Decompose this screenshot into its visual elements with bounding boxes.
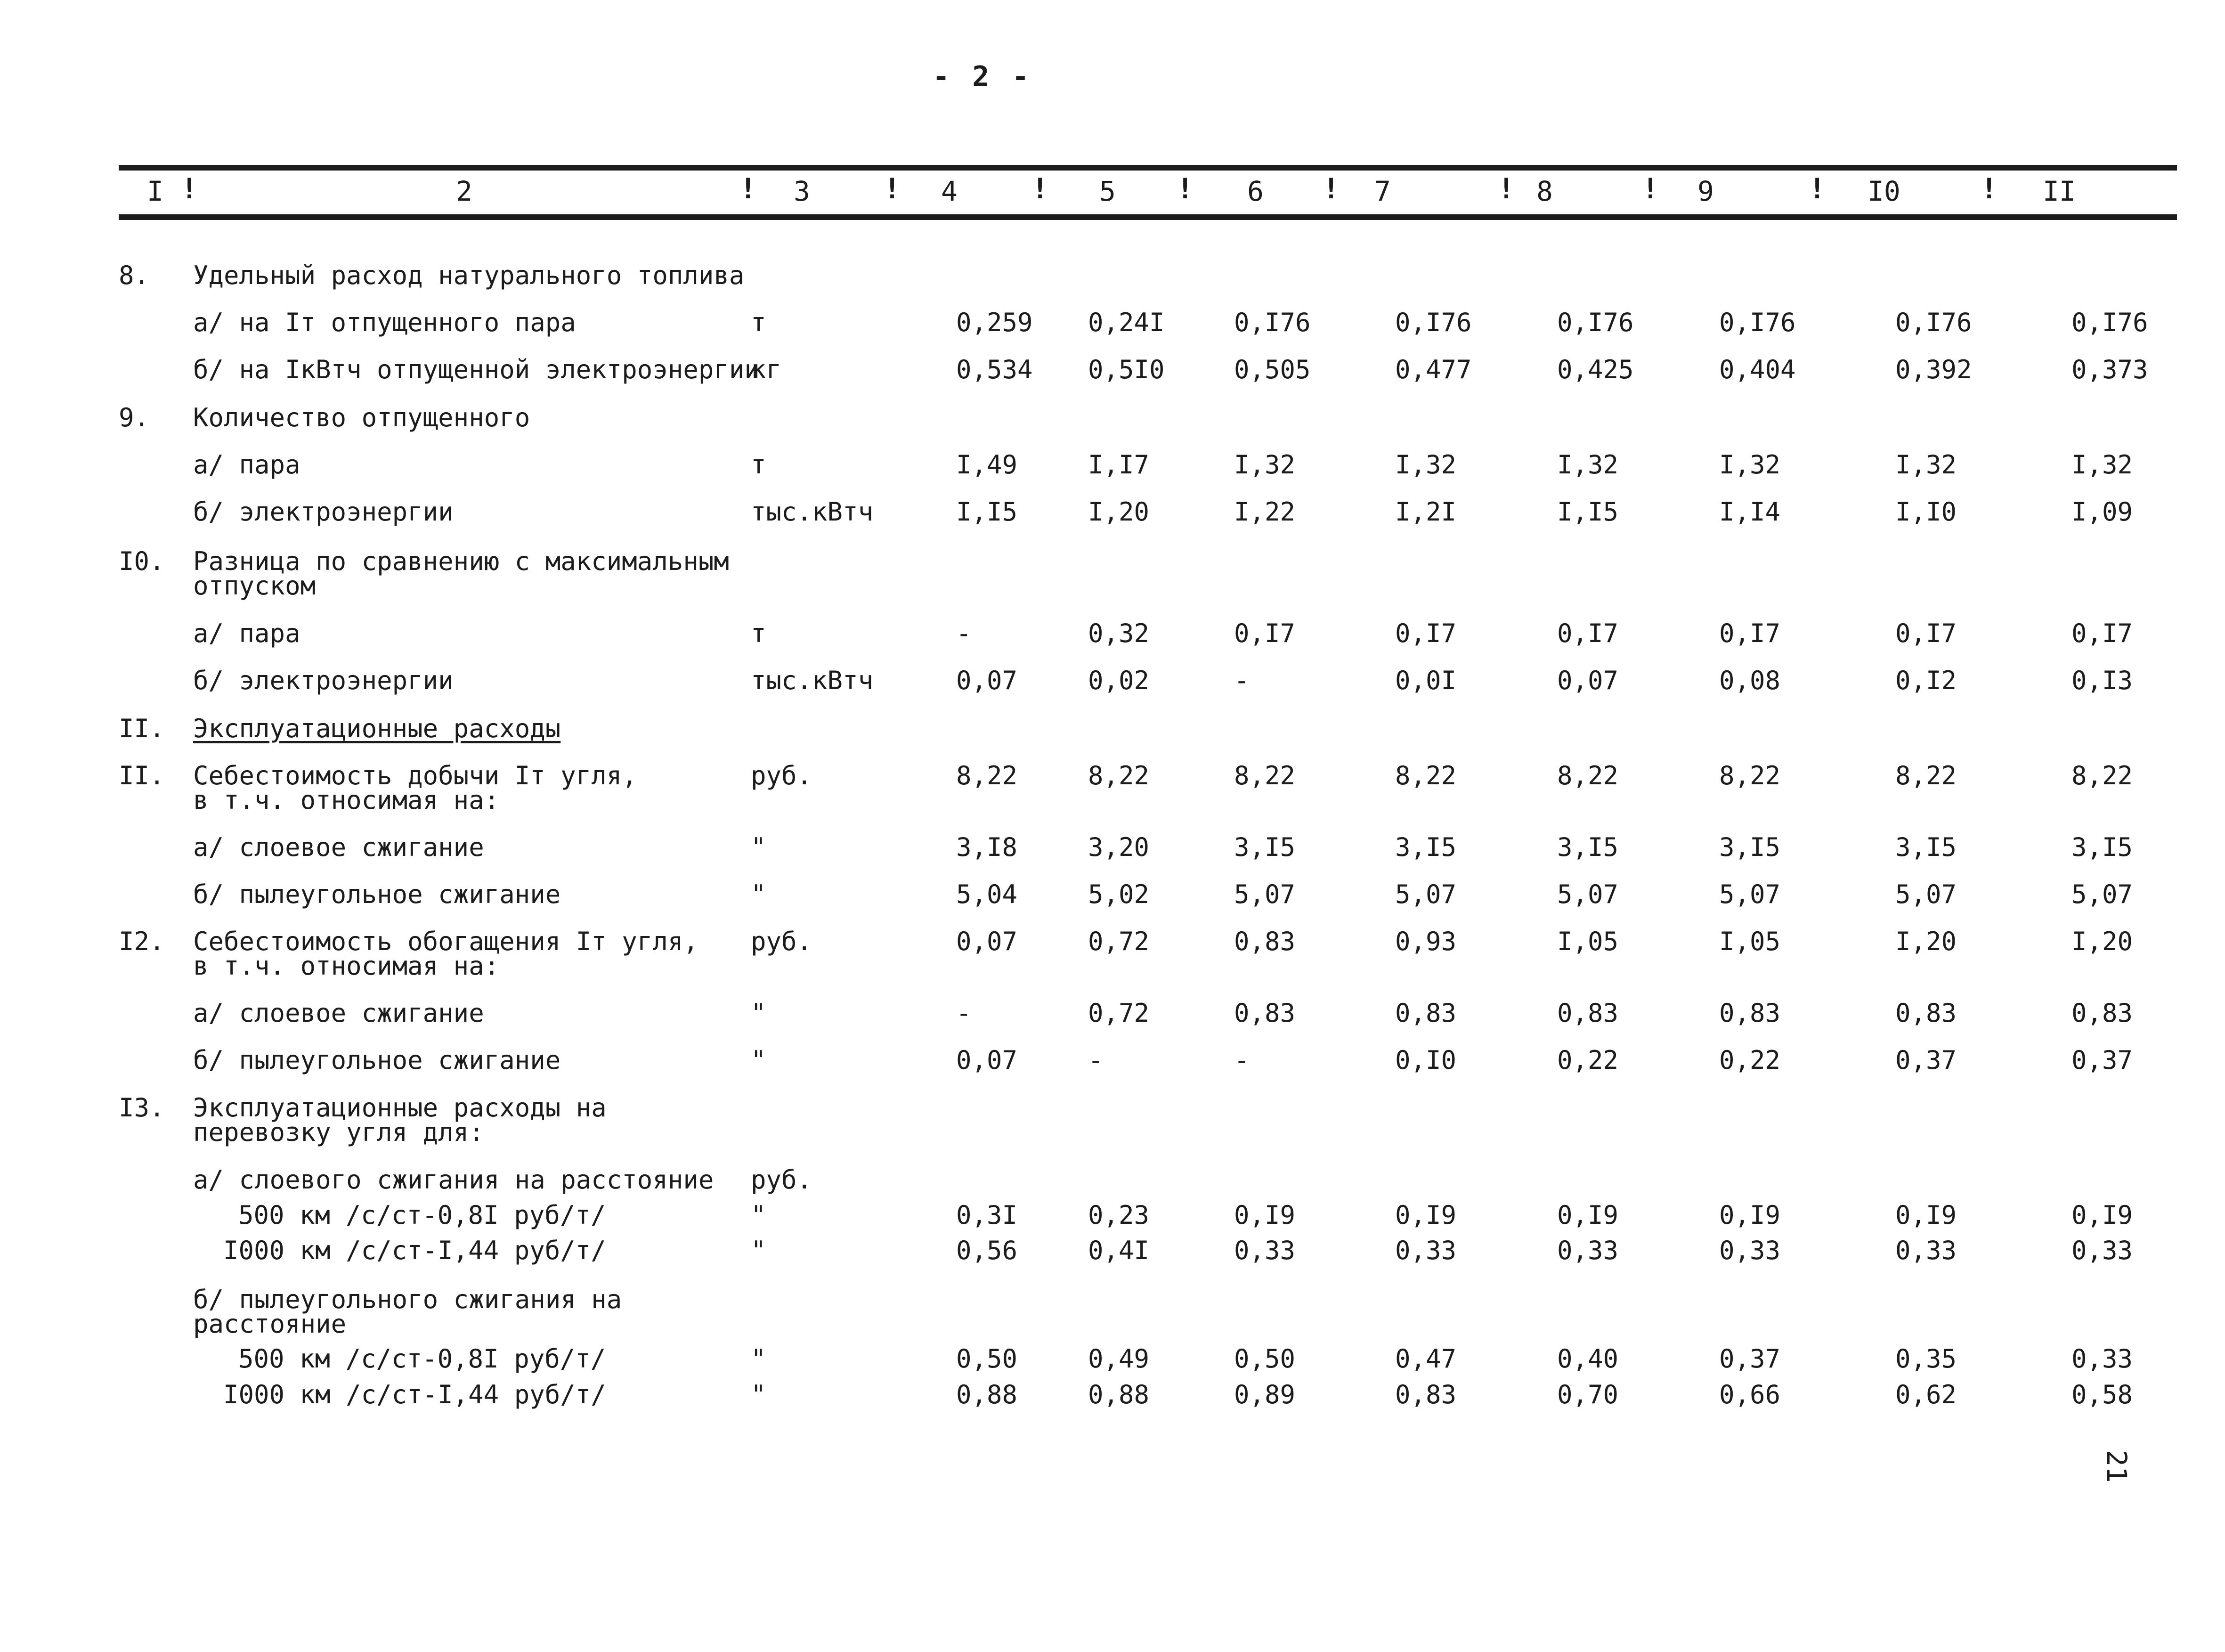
row-value-col-8: 0,40 (1557, 1344, 1619, 1374)
row-label: Себестоимость обогащения Iт угля, (193, 927, 698, 956)
header-col-9: 9 (1697, 175, 1714, 207)
row-number: I0. (119, 546, 165, 576)
row-value-col-10: I,32 (1895, 450, 1957, 480)
row-value-col-11: 0,37 (2071, 1045, 2133, 1075)
row-value-col-6: 0,I7 (1234, 618, 1296, 648)
row-value-col-6: 0,89 (1234, 1380, 1296, 1409)
row-value-col-6: 0,I76 (1234, 308, 1311, 337)
row-value-col-11: 0,33 (2071, 1344, 2133, 1374)
row-number: I3. (119, 1093, 165, 1123)
row-value-col-8: 0,I7 (1557, 618, 1619, 648)
header-col-5: 5 (1099, 175, 1116, 207)
row-value-col-11: 0,83 (2071, 998, 2133, 1028)
row-value-col-8: I,I5 (1557, 497, 1619, 527)
row-label: а/ на Iт отпущенного пара (193, 308, 576, 337)
row-unit: тыс.кВтч (751, 666, 874, 695)
row-value-col-4: 3,I8 (956, 832, 1018, 862)
row-value-col-4: 0,3I (956, 1200, 1018, 1230)
row-unit: " (751, 879, 766, 909)
row-value-col-8: 0,I76 (1557, 308, 1634, 337)
row-unit: т (751, 450, 766, 480)
row-value-col-5: 8,22 (1088, 761, 1150, 790)
row-value-col-10: 0,83 (1895, 998, 1957, 1028)
row-unit: т (751, 308, 766, 337)
row-value-col-8: 3,I5 (1557, 832, 1619, 862)
row-value-col-5: 0,23 (1088, 1200, 1150, 1230)
row-value-col-7: 0,I76 (1395, 308, 1472, 337)
row-value-col-11: I,20 (2071, 927, 2133, 956)
row-value-col-5: 0,02 (1088, 666, 1150, 695)
row-value-col-5: 0,88 (1088, 1380, 1150, 1409)
row-label: I000 км /с/ст-I,44 руб/т/ (223, 1380, 606, 1409)
row-value-col-11: 0,373 (2071, 355, 2148, 384)
row-value-col-9: 5,07 (1719, 879, 1781, 909)
row-value-col-9: I,32 (1719, 450, 1781, 480)
row-value-col-5: 0,49 (1088, 1344, 1150, 1374)
row-value-col-10: 0,37 (1895, 1045, 1957, 1075)
row-value-col-8: 0,83 (1557, 998, 1619, 1028)
row-value-col-7: 0,83 (1395, 1380, 1457, 1409)
row-number: 8. (119, 260, 150, 290)
row-value-col-4: - (956, 998, 972, 1028)
row-value-col-4: 0,88 (956, 1380, 1018, 1409)
row-number: II. (119, 761, 165, 790)
row-label: 500 км /с/ст-0,8I руб/т/ (238, 1344, 606, 1374)
row-value-col-7: 0,I7 (1395, 618, 1457, 648)
row-label: б/ пылеугольного сжигания на (193, 1285, 622, 1314)
row-label: а/ пара (193, 618, 300, 648)
header-separator: ! (1642, 172, 1659, 205)
header-col-8: 8 (1536, 175, 1553, 207)
row-value-col-10: 0,33 (1895, 1236, 1957, 1265)
row-unit: руб. (751, 761, 812, 790)
row-value-col-11: I,32 (2071, 450, 2133, 480)
row-value-col-7: I,2I (1395, 497, 1457, 527)
row-value-col-6: 8,22 (1234, 761, 1296, 790)
row-value-col-9: 0,66 (1719, 1380, 1781, 1409)
row-value-col-9: 0,33 (1719, 1236, 1781, 1265)
row-value-col-7: 3,I5 (1395, 832, 1457, 862)
row-label: б/ электроэнергии (193, 497, 454, 527)
header-separator: ! (884, 172, 901, 205)
row-label-continuation: перевозку угля для: (193, 1117, 484, 1147)
row-unit: кг (751, 355, 782, 384)
row-value-col-5: 0,72 (1088, 927, 1150, 956)
row-value-col-6: - (1234, 1045, 1250, 1075)
row-value-col-7: 0,477 (1395, 355, 1472, 384)
row-number: 9. (119, 403, 150, 432)
row-value-col-11: 3,I5 (2071, 832, 2133, 862)
row-value-col-10: 5,07 (1895, 879, 1957, 909)
row-value-col-11: 0,I9 (2071, 1200, 2133, 1230)
row-value-col-8: 5,07 (1557, 879, 1619, 909)
row-value-col-10: 0,I2 (1895, 666, 1957, 695)
row-value-col-5: - (1088, 1045, 1104, 1075)
header-col-3: 3 (794, 175, 810, 207)
row-unit: руб. (751, 927, 812, 956)
row-unit: руб. (751, 1165, 812, 1195)
header-col-6: 6 (1247, 175, 1264, 207)
row-value-col-6: - (1234, 666, 1250, 695)
row-value-col-5: 3,20 (1088, 832, 1150, 862)
row-value-col-8: 8,22 (1557, 761, 1619, 790)
row-value-col-7: 0,0I (1395, 666, 1457, 695)
header-col-10: I0 (1868, 175, 1900, 207)
row-value-col-4: - (956, 618, 972, 648)
row-value-col-8: I,32 (1557, 450, 1619, 480)
header-col-1: I (147, 175, 163, 207)
row-label: а/ пара (193, 450, 300, 480)
header-separator: ! (181, 172, 198, 205)
row-value-col-9: 8,22 (1719, 761, 1781, 790)
row-label: Количество отпущенного (193, 403, 530, 432)
row-number: I2. (119, 927, 165, 956)
header-separator: ! (1031, 172, 1049, 205)
row-value-col-10: I,I0 (1895, 497, 1957, 527)
row-value-col-5: I,20 (1088, 497, 1150, 527)
row-unit: " (751, 1344, 766, 1374)
row-value-col-4: I,I5 (956, 497, 1018, 527)
row-value-col-5: 0,4I (1088, 1236, 1150, 1265)
row-value-col-9: 0,404 (1719, 355, 1796, 384)
row-label: а/ слоевое сжигание (193, 832, 484, 862)
row-label: I000 км /с/ст-I,44 руб/т/ (223, 1236, 606, 1265)
row-unit: тыс.кВтч (751, 497, 874, 527)
row-value-col-10: 0,I7 (1895, 618, 1957, 648)
row-value-col-10: 0,I76 (1895, 308, 1972, 337)
row-value-col-6: 0,83 (1234, 927, 1296, 956)
row-value-col-6: 0,I9 (1234, 1200, 1296, 1230)
row-value-col-7: 0,93 (1395, 927, 1457, 956)
row-value-col-4: 0,07 (956, 927, 1018, 956)
row-value-col-6: 0,505 (1234, 355, 1311, 384)
row-value-col-4: 5,04 (956, 879, 1018, 909)
row-value-col-5: 0,24I (1088, 308, 1165, 337)
row-value-col-11: 0,58 (2071, 1380, 2133, 1409)
row-value-col-9: 0,I9 (1719, 1200, 1781, 1230)
row-value-col-5: 5,02 (1088, 879, 1150, 909)
row-value-col-11: 5,07 (2071, 879, 2133, 909)
row-value-col-11: 0,I76 (2071, 308, 2148, 337)
row-label: а/ слоевого сжигания на расстояние (193, 1165, 714, 1195)
row-value-col-11: 0,I3 (2071, 666, 2133, 695)
row-value-col-5: 0,32 (1088, 618, 1150, 648)
row-label-continuation: отпуском (193, 571, 316, 601)
header-separator: ! (739, 172, 757, 205)
row-value-col-6: I,32 (1234, 450, 1296, 480)
header-col-11: II (2043, 175, 2076, 207)
row-value-col-7: 5,07 (1395, 879, 1457, 909)
row-label: Эксплуатационные расходы (193, 714, 561, 743)
row-label: а/ слоевое сжигание (193, 998, 484, 1028)
row-value-col-5: 0,72 (1088, 998, 1150, 1028)
row-value-col-11: 8,22 (2071, 761, 2133, 790)
header-separator: ! (1177, 172, 1194, 205)
header-separator: ! (1323, 172, 1340, 205)
row-value-col-7: 0,83 (1395, 998, 1457, 1028)
row-value-col-10: I,20 (1895, 927, 1957, 956)
header-rule-bottom (119, 214, 2177, 220)
row-unit: т (751, 618, 766, 648)
header-rule-top (119, 165, 2177, 171)
header-separator: ! (1981, 172, 1998, 205)
header-separator: ! (1809, 172, 1826, 205)
row-value-col-6: 0,83 (1234, 998, 1296, 1028)
row-value-col-4: 0,50 (956, 1344, 1018, 1374)
header-col-2: 2 (456, 175, 472, 207)
row-value-col-4: 0,07 (956, 1045, 1018, 1075)
row-value-col-8: 0,70 (1557, 1380, 1619, 1409)
row-label: б/ на IкВтч отпущенной электроэнергии (193, 355, 760, 384)
row-value-col-5: I,I7 (1088, 450, 1150, 480)
row-value-col-7: 0,33 (1395, 1236, 1457, 1265)
row-value-col-4: 0,259 (956, 308, 1033, 337)
row-value-col-8: 0,I9 (1557, 1200, 1619, 1230)
row-value-col-10: 0,62 (1895, 1380, 1957, 1409)
row-value-col-8: I,05 (1557, 927, 1619, 956)
row-value-col-4: 0,07 (956, 666, 1018, 695)
row-unit: " (751, 832, 766, 862)
row-value-col-10: 3,I5 (1895, 832, 1957, 862)
row-value-col-8: 0,425 (1557, 355, 1634, 384)
row-value-col-6: I,22 (1234, 497, 1296, 527)
row-value-col-4: 0,534 (956, 355, 1033, 384)
row-unit: " (751, 1236, 766, 1265)
row-value-col-9: 0,I76 (1719, 308, 1796, 337)
row-value-col-9: I,I4 (1719, 497, 1781, 527)
row-label: Себестоимость добычи Iт угля, (193, 761, 637, 790)
row-value-col-9: 0,37 (1719, 1344, 1781, 1374)
row-label-continuation: в т.ч. относимая на: (193, 785, 500, 815)
margin-number: 21 (2101, 1450, 2133, 1483)
row-value-col-10: 0,I9 (1895, 1200, 1957, 1230)
row-value-col-6: 3,I5 (1234, 832, 1296, 862)
row-value-col-6: 0,33 (1234, 1236, 1296, 1265)
row-value-col-5: 0,5I0 (1088, 355, 1165, 384)
row-value-col-8: 0,07 (1557, 666, 1619, 695)
row-label: 500 км /с/ст-0,8I руб/т/ (238, 1200, 606, 1230)
row-value-col-8: 0,22 (1557, 1045, 1619, 1075)
row-value-col-8: 0,33 (1557, 1236, 1619, 1265)
row-label: б/ электроэнергии (193, 666, 454, 695)
row-label: Разница по сравнению с максимальным (193, 546, 729, 576)
row-value-col-7: 8,22 (1395, 761, 1457, 790)
row-label: б/ пылеугольное сжигание (193, 1045, 561, 1075)
row-value-col-9: 0,83 (1719, 998, 1781, 1028)
row-value-col-7: I,32 (1395, 450, 1457, 480)
row-value-col-11: 0,I7 (2071, 618, 2133, 648)
row-unit: " (751, 1200, 766, 1230)
row-value-col-7: 0,I0 (1395, 1045, 1457, 1075)
row-value-col-9: I,05 (1719, 927, 1781, 956)
row-label: Эксплуатационные расходы на (193, 1093, 607, 1123)
row-unit: " (751, 1045, 766, 1075)
row-value-col-4: I,49 (956, 450, 1018, 480)
row-value-col-6: 0,50 (1234, 1344, 1296, 1374)
row-value-col-10: 0,35 (1895, 1344, 1957, 1374)
row-label: б/ пылеугольное сжигание (193, 879, 561, 909)
header-col-4: 4 (941, 175, 958, 207)
row-unit: " (751, 1380, 766, 1409)
row-label: Удельный расход натурального топлива (193, 260, 745, 290)
row-value-col-7: 0,47 (1395, 1344, 1457, 1374)
row-value-col-10: 0,392 (1895, 355, 1972, 384)
header-separator: ! (1498, 172, 1515, 205)
page-number: - 2 - (933, 60, 1032, 93)
row-unit: " (751, 998, 766, 1028)
row-label-continuation: в т.ч. относимая на: (193, 951, 500, 981)
row-value-col-4: 0,56 (956, 1236, 1018, 1265)
row-value-col-9: 3,I5 (1719, 832, 1781, 862)
row-value-col-9: 0,I7 (1719, 618, 1781, 648)
row-value-col-11: I,09 (2071, 497, 2133, 527)
header-col-7: 7 (1374, 175, 1391, 207)
row-value-col-10: 8,22 (1895, 761, 1957, 790)
row-label-continuation: расстояние (193, 1309, 347, 1339)
row-value-col-7: 0,I9 (1395, 1200, 1457, 1230)
row-number: II. (119, 714, 165, 743)
row-value-col-6: 5,07 (1234, 879, 1296, 909)
row-value-col-11: 0,33 (2071, 1236, 2133, 1265)
row-value-col-4: 8,22 (956, 761, 1018, 790)
row-value-col-9: 0,08 (1719, 666, 1781, 695)
row-value-col-9: 0,22 (1719, 1045, 1781, 1075)
